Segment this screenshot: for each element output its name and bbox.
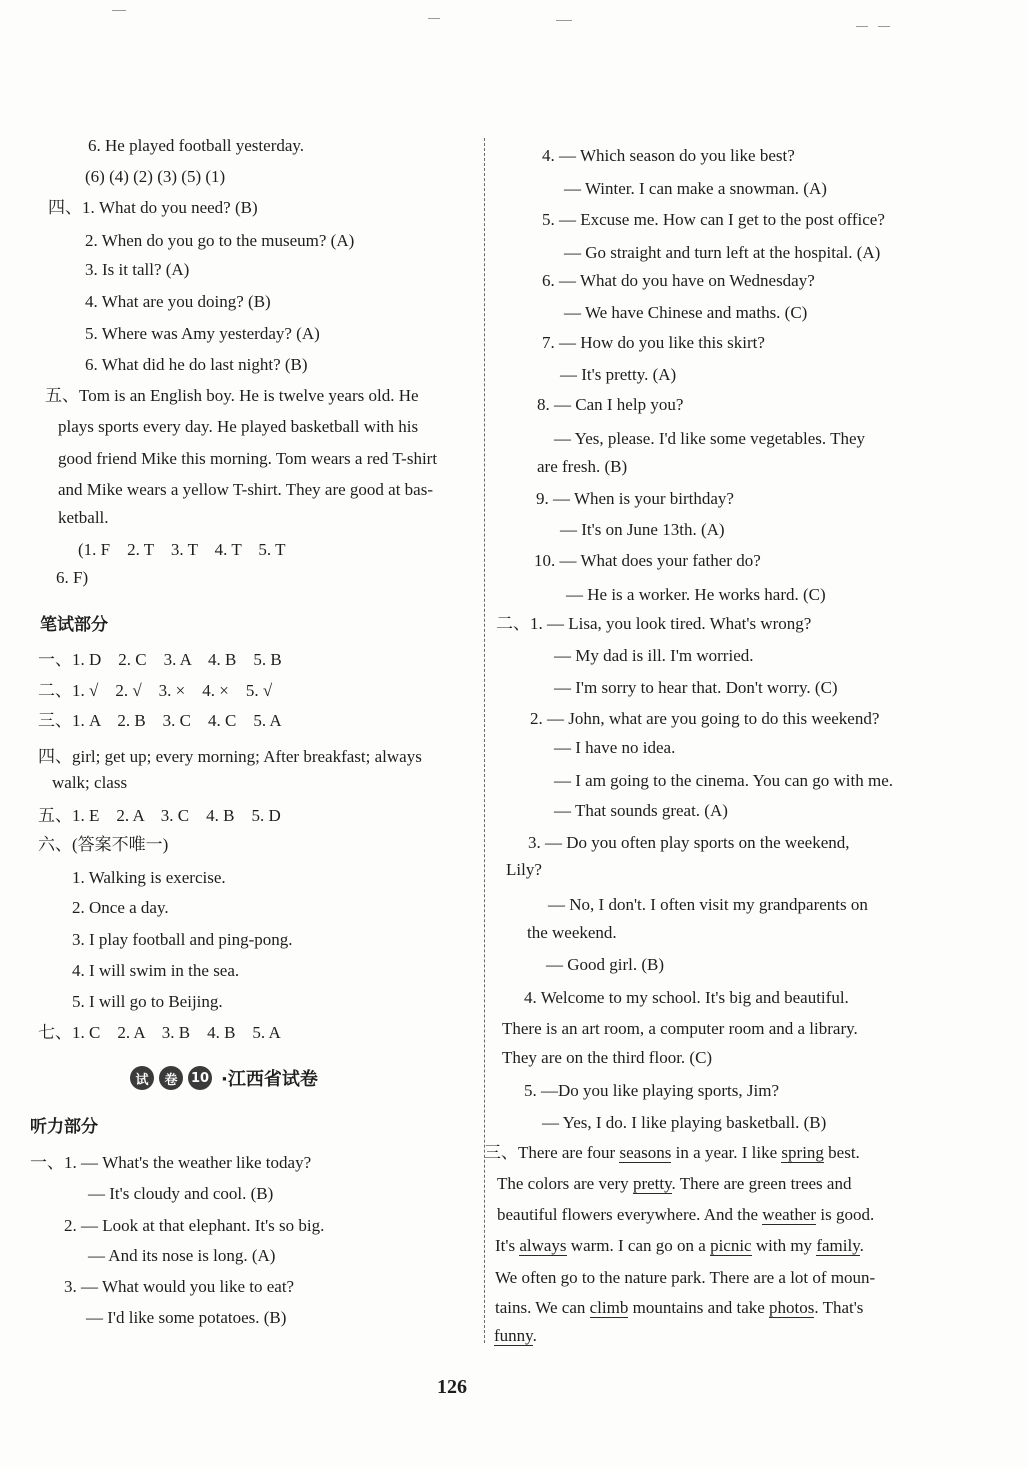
paper-title	[130, 1065, 318, 1091]
answer-line: 7. — How do you like this skirt?	[542, 333, 765, 352]
answer-line: — He is a worker. He works hard. (C)	[566, 585, 826, 604]
answer-line: Lily?	[506, 860, 542, 879]
paper-number-badge: 10	[188, 1066, 212, 1090]
answer-line: 4. I will swim in the sea.	[72, 961, 240, 980]
paper-title-text: ·江西省试卷	[221, 1069, 318, 1090]
passage-line	[495, 1297, 863, 1319]
answer-line: 五、1. E 2. A 3. C 4. B 5. D	[38, 806, 281, 825]
answer-line: — I have no idea.	[554, 738, 676, 757]
answer-line: — We have Chinese and maths. (C)	[564, 303, 808, 322]
answer-line: — That sounds great. (A)	[554, 801, 728, 820]
answer-line: good friend Mike this morning. Tom wears a red T-shirt	[58, 449, 438, 468]
answer-line: 9. — When is your birthday?	[536, 489, 734, 508]
passage-text: .	[859, 1236, 864, 1255]
scan-mark	[856, 26, 868, 27]
answer-line: There is an art room, a computer room and a library.	[502, 1019, 858, 1038]
answer-line: — Yes, please. I'd like some vegetables. They	[554, 429, 866, 448]
answer-word: always	[519, 1236, 567, 1255]
answer-line: (1. F 2. T 3. T 4. T 5. T	[78, 540, 286, 559]
answer-word: seasons	[619, 1143, 672, 1162]
answer-word: picnic	[710, 1236, 752, 1255]
passage-text: The colors are very	[497, 1174, 633, 1193]
scan-mark	[428, 18, 440, 19]
answer-line: the weekend.	[527, 923, 617, 942]
scan-mark	[112, 10, 126, 11]
passage-text: mountains and take	[628, 1298, 770, 1317]
passage-line	[497, 1204, 874, 1226]
answer-line: 3. Is it tall? (A)	[85, 260, 190, 279]
passage-text: warm. I can go on a	[566, 1236, 711, 1255]
answer-line: 6. What did he do last night? (B)	[85, 355, 308, 374]
answer-line: 3. — What would you like to eat?	[64, 1277, 295, 1296]
scan-mark	[556, 20, 572, 21]
answer-line: 3. — Do you often play sports on the weekend,	[528, 833, 850, 852]
answer-line: 2. — Look at that elephant. It's so big.	[64, 1216, 325, 1235]
passage-line: We often go to the nature park. There are a lot of moun-	[495, 1268, 876, 1287]
answer-line: 2. — John, what are you going to do this weekend?	[530, 709, 880, 728]
answer-line: 6. F)	[56, 568, 89, 587]
passage-text: It's	[495, 1236, 520, 1255]
answer-line: 10. — What does your father do?	[534, 551, 761, 570]
answer-line: They are on the third floor. (C)	[502, 1048, 713, 1067]
answer-line: 一、1. — What's the weather like today?	[30, 1153, 312, 1172]
passage-text: .	[532, 1326, 537, 1345]
answer-line: 2. When do you go to the museum? (A)	[85, 231, 355, 250]
answer-line: 5. — Excuse me. How can I get to the post office?	[542, 210, 885, 229]
answer-line: — My dad is ill. I'm worried.	[554, 646, 754, 665]
answer-line: — And its nose is long. (A)	[88, 1246, 276, 1265]
answer-word: funny	[494, 1326, 533, 1345]
answer-line: 七、1. C 2. A 3. B 4. B 5. A	[38, 1023, 281, 1042]
answer-line: ketball.	[58, 508, 109, 527]
answer-line: 四、1. What do you need? (B)	[48, 198, 258, 217]
answer-word: family	[816, 1236, 860, 1255]
answer-line: 4. — Which season do you like best?	[542, 146, 795, 165]
answer-line: — I'd like some potatoes. (B)	[86, 1308, 287, 1327]
passage-text: . That's	[814, 1298, 864, 1317]
answer-line: 4. What are you doing? (B)	[85, 292, 271, 311]
answer-line: walk; class	[52, 773, 128, 792]
passage-text: beautiful flowers everywhere. And the	[497, 1205, 763, 1224]
answer-line: (6) (4) (2) (3) (5) (1)	[85, 167, 226, 186]
answer-word: weather	[762, 1205, 817, 1224]
passage-text: with my	[751, 1236, 817, 1255]
answer-line: 四、girl; get up; every morning; After breakfast; always	[38, 747, 422, 766]
answer-line: — Yes, I do. I like playing basketball. (B)	[542, 1113, 827, 1132]
answer-line: 5. Where was Amy yesterday? (A)	[85, 324, 320, 343]
answer-line: are fresh. (B)	[537, 457, 628, 476]
section-heading-written: 笔试部分	[40, 615, 108, 635]
passage-text: 三、There are four	[484, 1143, 620, 1162]
answer-line: 5. I will go to Beijing.	[72, 992, 223, 1011]
passage-line	[494, 1325, 537, 1347]
answer-line: 五、Tom is an English boy. He is twelve years old. He	[45, 386, 419, 405]
answer-line: 六、(答案不唯一)	[38, 835, 169, 854]
section-heading-listening: 听力部分	[30, 1117, 98, 1137]
passage-text: tains. We can	[495, 1298, 590, 1317]
passage-text: is good.	[816, 1205, 875, 1224]
passage-text: best.	[823, 1143, 860, 1162]
scan-mark	[878, 26, 890, 27]
answer-line: 5. —Do you like playing sports, Jim?	[524, 1081, 779, 1100]
page-number: 126	[437, 1376, 467, 1398]
answer-line: — It's pretty. (A)	[560, 365, 677, 384]
answer-line: — Go straight and turn left at the hospital. (A)	[564, 243, 881, 262]
answer-word: photos	[769, 1298, 815, 1317]
answer-line: 1. Walking is exercise.	[72, 868, 226, 887]
answer-line: — Good girl. (B)	[546, 955, 665, 974]
answer-line: plays sports every day. He played basketball with his	[58, 417, 419, 436]
answer-line: 二、1. — Lisa, you look tired. What's wrong?	[496, 614, 812, 633]
passage-line	[484, 1142, 860, 1164]
answer-line: 3. I play football and ping-pong.	[72, 930, 293, 949]
answer-line: 6. He played football yesterday.	[88, 136, 305, 155]
answer-line: — Winter. I can make a snowman. (A)	[564, 179, 827, 198]
passage-line	[497, 1173, 851, 1195]
answer-line: 一、1. D 2. C 3. A 4. B 5. B	[38, 650, 282, 669]
answer-line: — It's on June 13th. (A)	[560, 520, 725, 539]
passage-text: in a year. I like	[671, 1143, 782, 1162]
paper-badge: 卷	[159, 1066, 183, 1090]
passage-line	[495, 1235, 864, 1257]
answer-line: 三、1. A 2. B 3. C 4. C 5. A	[38, 711, 282, 730]
answer-line: 2. Once a day.	[72, 898, 169, 917]
answer-line: 8. — Can I help you?	[537, 395, 684, 414]
passage-text: . There are green trees and	[671, 1174, 852, 1193]
answer-word: climb	[589, 1298, 629, 1317]
paper-badge: 试	[130, 1066, 154, 1090]
answer-line: and Mike wears a yellow T-shirt. They are good at bas-	[58, 480, 434, 499]
answer-word: spring	[781, 1143, 824, 1162]
answer-line: 二、1. √ 2. √ 3. × 4. × 5. √	[38, 681, 273, 700]
answer-line: — No, I don't. I often visit my grandparents on	[548, 895, 868, 914]
answer-line: 6. — What do you have on Wednesday?	[542, 271, 815, 290]
answer-line: — I am going to the cinema. You can go with me.	[554, 771, 894, 790]
answer-word: pretty	[632, 1174, 672, 1193]
answer-line: 4. Welcome to my school. It's big and beautiful.	[524, 988, 849, 1007]
answer-line: — It's cloudy and cool. (B)	[88, 1184, 274, 1203]
answer-line: — I'm sorry to hear that. Don't worry. (C)	[554, 678, 838, 697]
